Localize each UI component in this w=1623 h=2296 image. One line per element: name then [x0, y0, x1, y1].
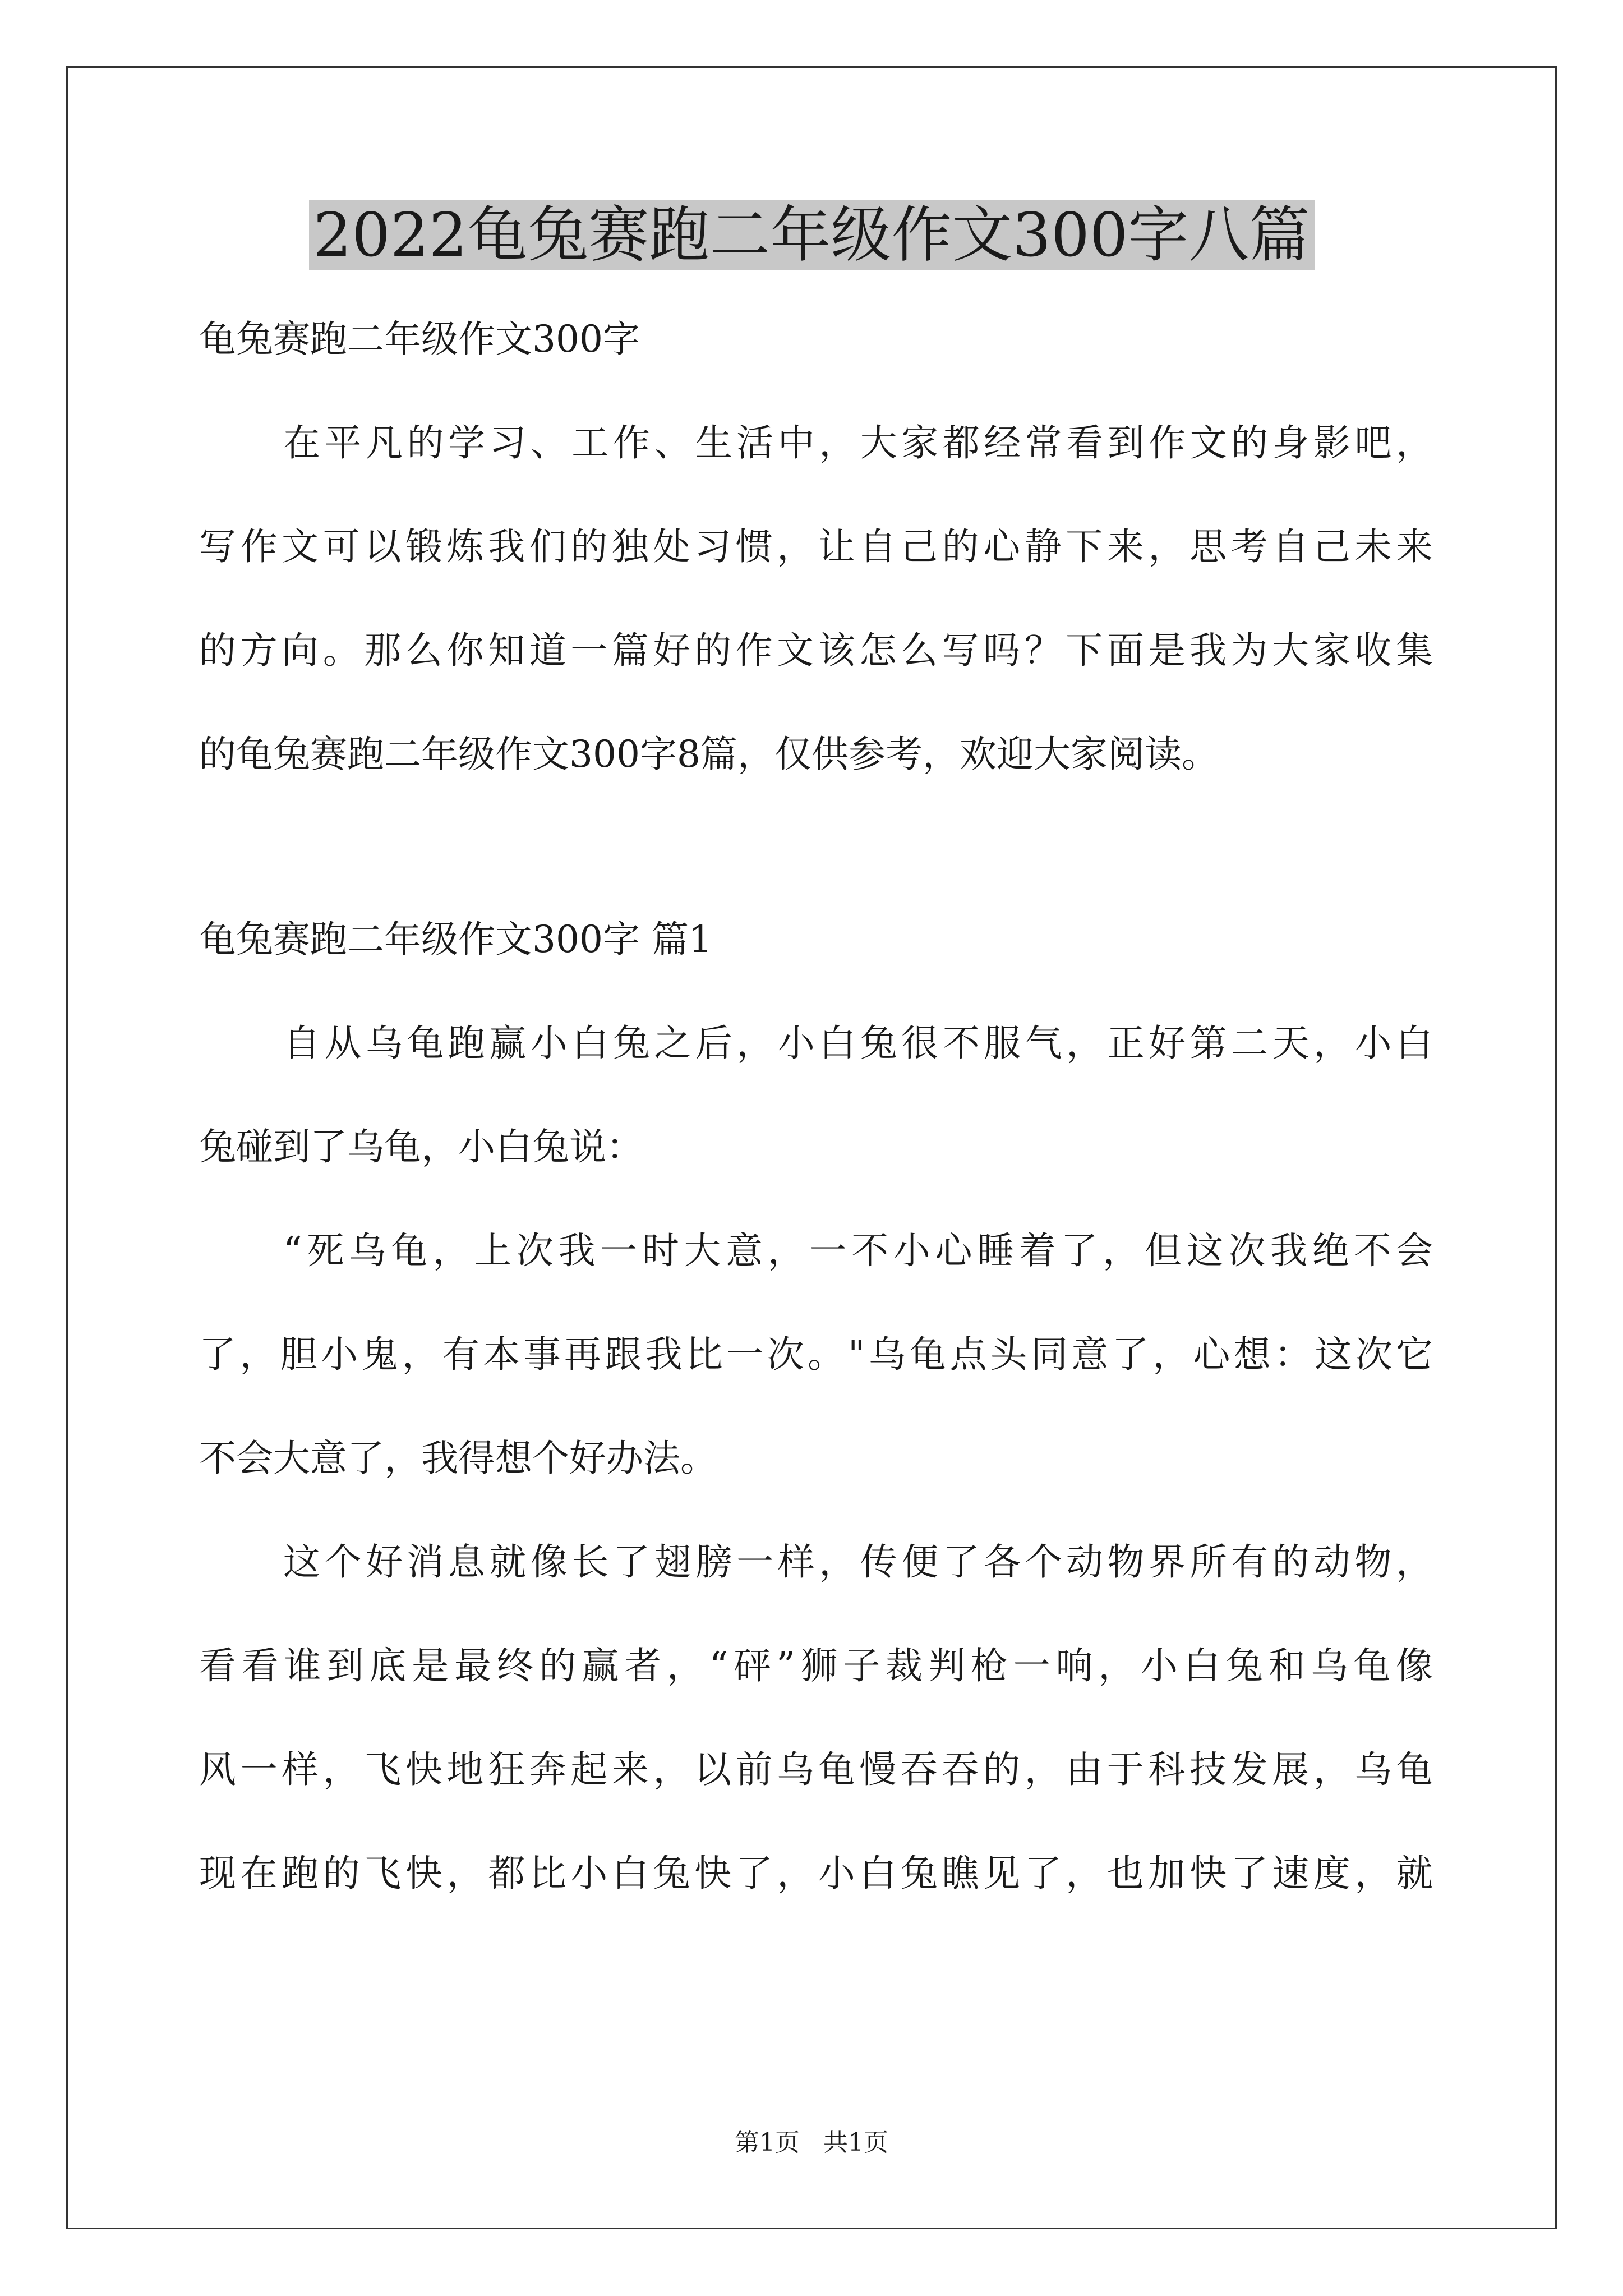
- intro-heading: 龟兔赛跑二年级作文300字: [199, 318, 640, 361]
- paragraph-line: 了，胆小鬼，有本事再跟我比一次。"乌龟点头同意了，心想：这次它: [199, 1333, 1433, 1376]
- paragraph-line: 自从乌龟跑赢小白兔之后，小白兔很不服气，正好第二天，小白: [283, 1022, 1433, 1065]
- paragraph-line: 不会大意了，我得想个好办法。: [199, 1437, 717, 1480]
- section-heading: 龟兔赛跑二年级作文300字 篇1: [199, 918, 712, 961]
- intro-paragraph-line: 写作文可以锻炼我们的独处习惯，让自己的心静下来，思考自己未来: [199, 525, 1433, 568]
- paragraph-line: “死乌龟，上次我一时大意，一不小心睡着了，但这次我绝不会: [283, 1229, 1433, 1272]
- paragraph-line: 风一样，飞快地狂奔起来，以前乌龟慢吞吞的，由于科技发展，乌龟: [199, 1748, 1433, 1791]
- paragraph-line: 看看谁到底是最终的赢者，“砰”狮子裁判枪一响，小白兔和乌龟像: [199, 1644, 1433, 1687]
- intro-paragraph-line: 在平凡的学习、工作、生活中，大家都经常看到作文的身影吧，: [283, 421, 1433, 464]
- document-title: [0, 197, 1623, 274]
- paragraph-line: 兔碰到了乌龟，小白兔说：: [199, 1125, 643, 1168]
- page-footer: 第1页 共1页: [735, 2128, 888, 2157]
- document-title-text: 2022龟兔赛跑二年级作文300字八篇: [309, 200, 1315, 270]
- intro-paragraph-line: 的方向。那么你知道一篇好的作文该怎么写吗？下面是我为大家收集: [199, 629, 1433, 672]
- paragraph-line: 现在跑的飞快，都比小白兔快了，小白兔瞧见了，也加快了速度，就: [199, 1852, 1433, 1895]
- intro-paragraph-line: 的龟兔赛跑二年级作文300字8篇，仅供参考，欢迎大家阅读。: [199, 733, 1219, 776]
- paragraph-line: 这个好消息就像长了翅膀一样，传便了各个动物界所有的动物，: [283, 1540, 1433, 1584]
